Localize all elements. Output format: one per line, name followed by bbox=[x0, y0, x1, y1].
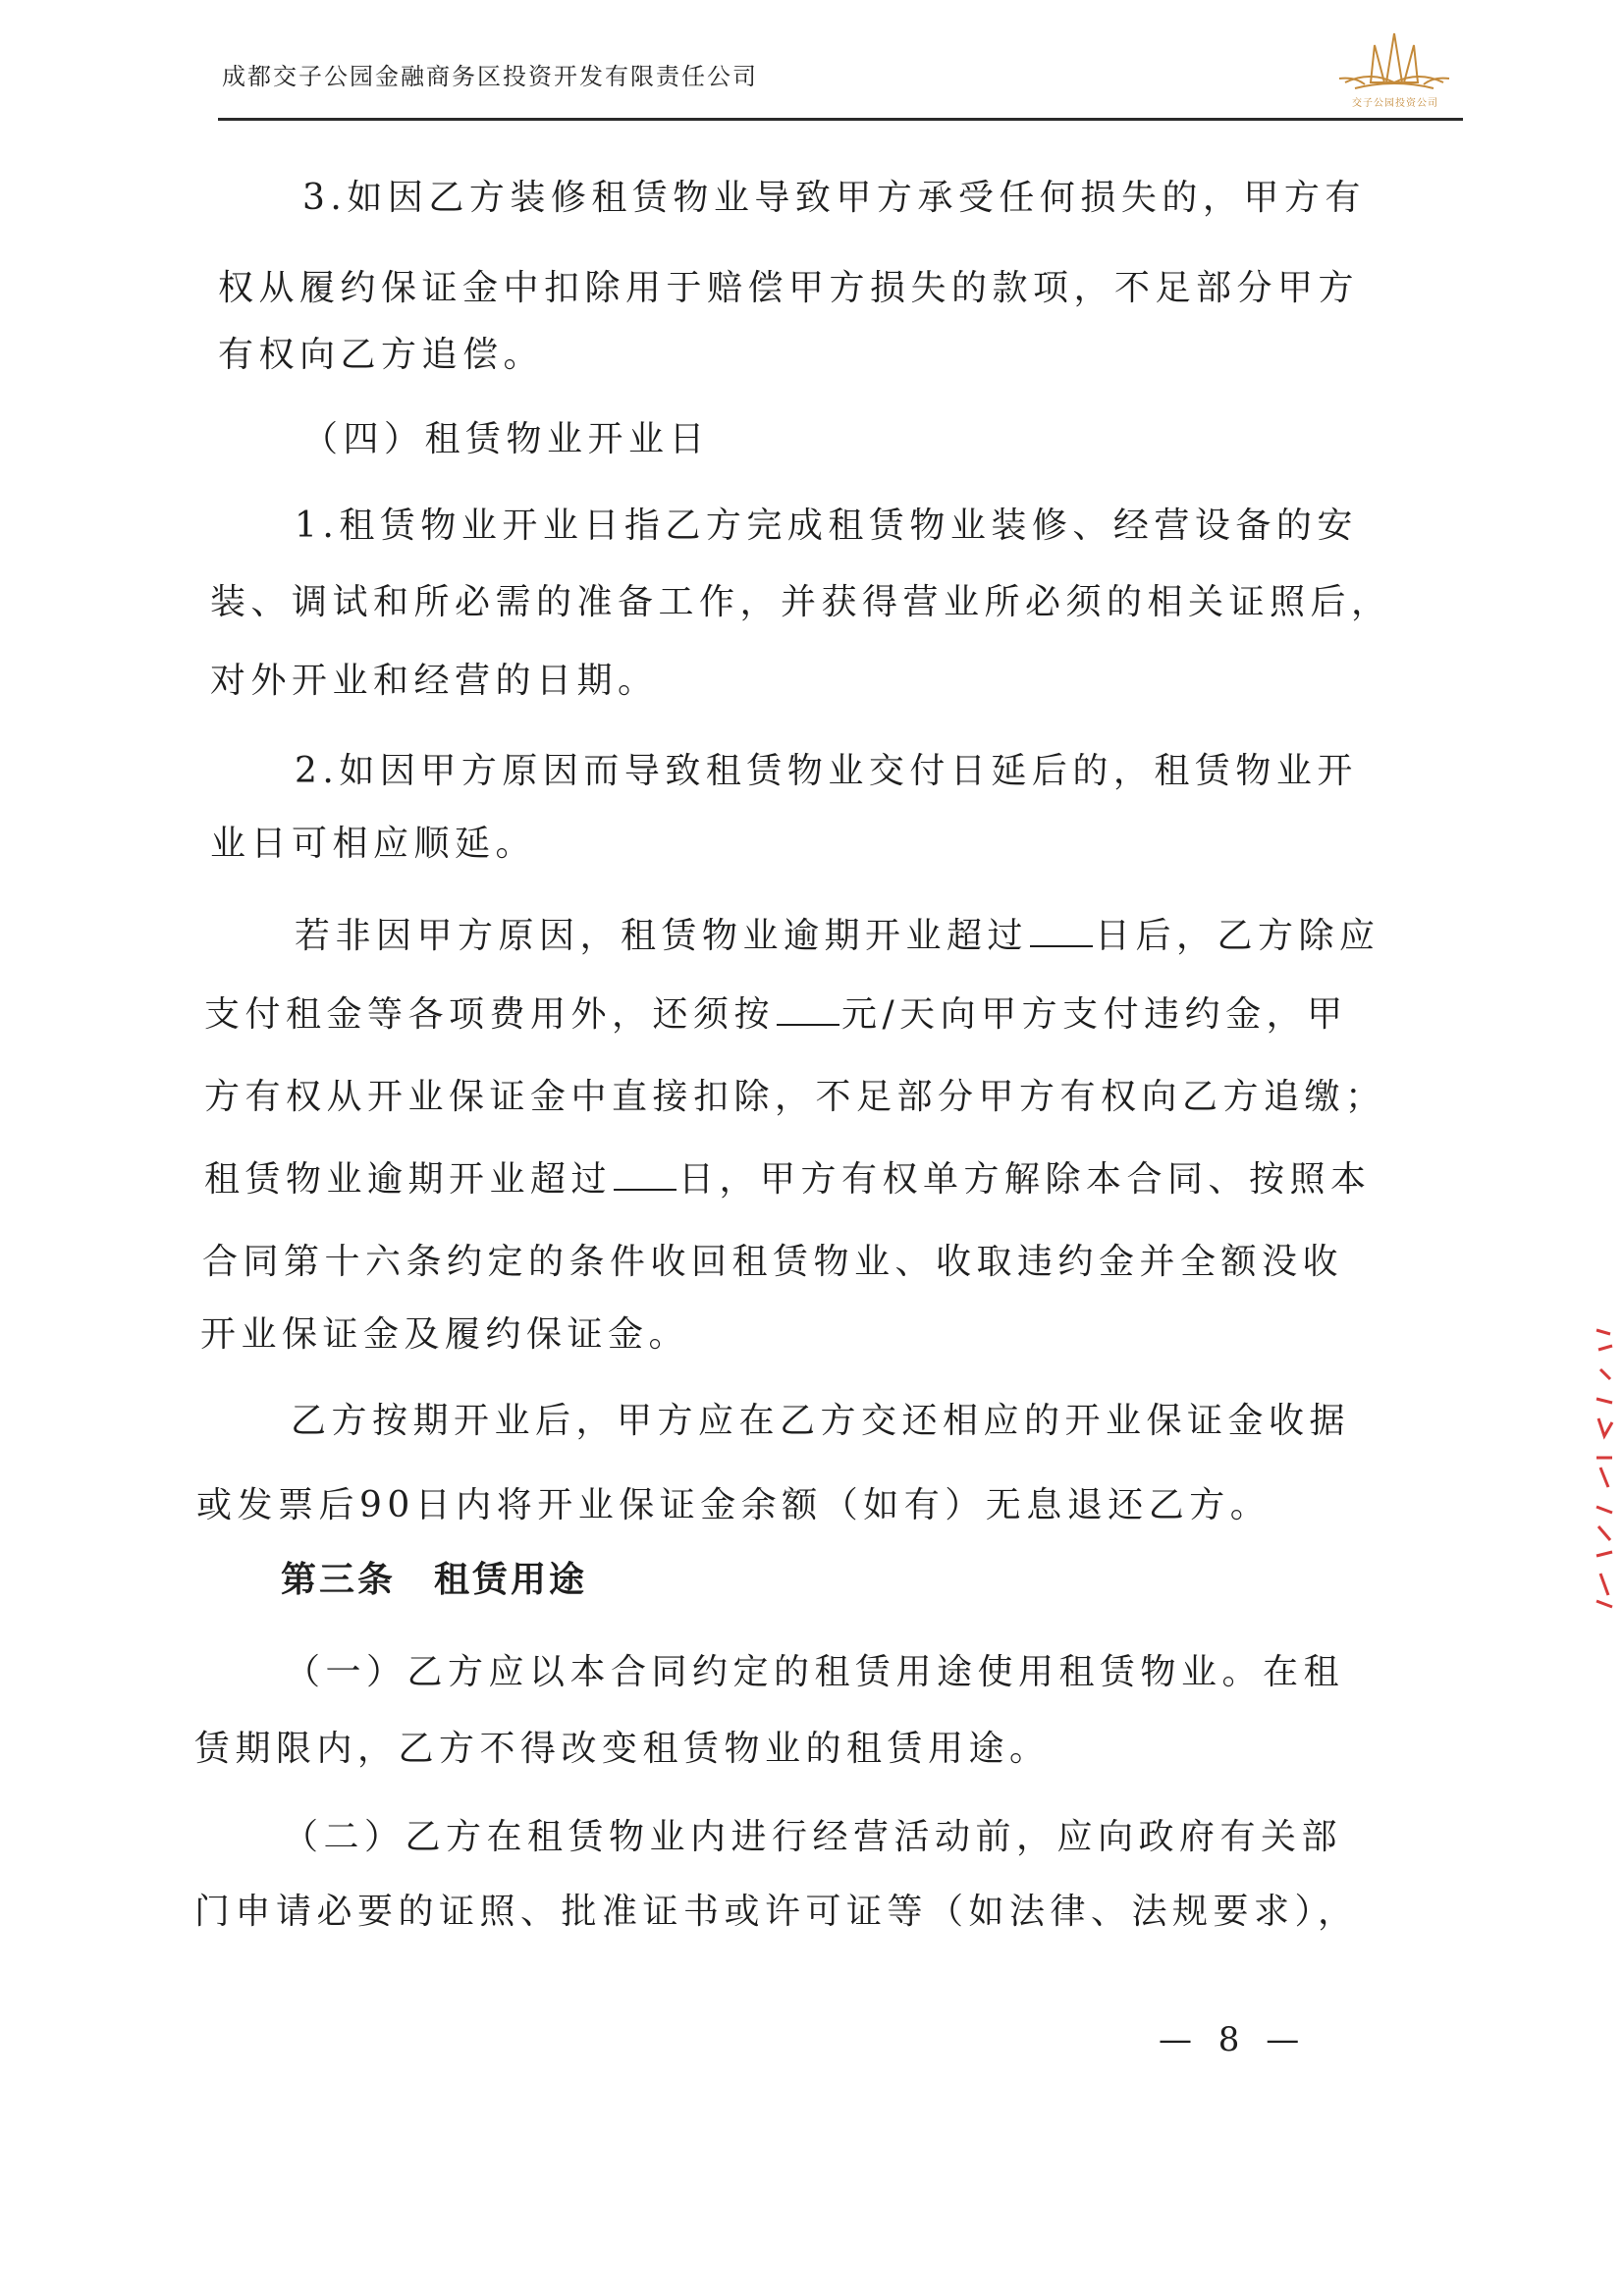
paragraph-line: 门申请必要的证照、批准证书或许可证等（如法律、法规要求）， bbox=[194, 1892, 1359, 1932]
blank-field bbox=[614, 1159, 676, 1191]
paragraph-line: （二）乙方在租赁物业内进行经营活动前，应向政府有关部 bbox=[283, 1817, 1343, 1857]
text-segment: 支付租金等各项费用外，还须按 bbox=[204, 994, 776, 1035]
paragraph-line: （一）乙方应以本合同约定的租赁用途使用租赁物业。在租 bbox=[285, 1652, 1345, 1692]
paragraph-line: 对外开业和经营的日期。 bbox=[210, 661, 659, 701]
paragraph-line: 权从履约保证金中扣除用于赔偿甲方损失的款项，不足部分甲方 bbox=[218, 268, 1360, 308]
paragraph-line bbox=[204, 991, 1348, 1039]
paragraph-line: 方有权从开业保证金中直接扣除，不足部分甲方有权向乙方追缴； bbox=[204, 1077, 1386, 1117]
paragraph-line: 3.如因乙方装修租赁物业导致甲方承受任何损失的，甲方有 bbox=[302, 178, 1366, 218]
paragraph-line: 乙方按期开业后，甲方应在乙方交还相应的开业保证金收据 bbox=[291, 1401, 1351, 1441]
company-name: 成都交子公园金融商务区投资开发有限责任公司 bbox=[222, 63, 758, 90]
red-seal-edge-icon bbox=[1591, 1320, 1618, 1615]
paragraph-line bbox=[204, 1156, 1372, 1203]
paragraph-line: 1.租赁物业开业日指乙方完成租赁物业装修、经营设备的安 bbox=[295, 506, 1358, 546]
text-segment: 元/天向甲方支付违约金，甲 bbox=[841, 994, 1348, 1035]
page-number: — 8 — bbox=[1159, 2020, 1308, 2059]
paragraph-line bbox=[295, 913, 1380, 960]
section-heading: （四）租赁物业开业日 bbox=[302, 419, 711, 459]
paragraph-line: 有权向乙方追偿。 bbox=[218, 335, 545, 375]
paragraph-line: 装、调试和所必需的准备工作，并获得营业所必须的相关证照后， bbox=[210, 582, 1392, 622]
paragraph-line: 赁期限内，乙方不得改变租赁物业的租赁用途。 bbox=[194, 1729, 1051, 1769]
text-segment: 日后，乙方除应 bbox=[1095, 916, 1380, 956]
text-segment: 租赁物业逾期开业超过 bbox=[204, 1159, 613, 1200]
text-segment: 日，甲方有权单方解除本合同、按照本 bbox=[678, 1159, 1372, 1200]
blank-field bbox=[777, 994, 839, 1026]
article-heading: 第三条 租赁用途 bbox=[281, 1560, 588, 1600]
paragraph-line: 合同第十六条约定的条件收回租赁物业、收取违约金并全额没收 bbox=[202, 1242, 1344, 1282]
text-segment: 若非因甲方原因，租赁物业逾期开业超过 bbox=[295, 916, 1029, 956]
paragraph-line: 开业保证金及履约保证金。 bbox=[200, 1314, 690, 1355]
paragraph-line: 或发票后90日内将开业保证金余额（如有）无息退还乙方。 bbox=[196, 1485, 1271, 1525]
paragraph-line: 业日可相应顺延。 bbox=[210, 824, 537, 864]
logo-caption: 交子公园投资公司 bbox=[1352, 98, 1438, 109]
blank-field bbox=[1030, 916, 1093, 947]
paragraph-line: 2.如因甲方原因而导致租赁物业交付日延后的，租赁物业开 bbox=[295, 751, 1358, 791]
